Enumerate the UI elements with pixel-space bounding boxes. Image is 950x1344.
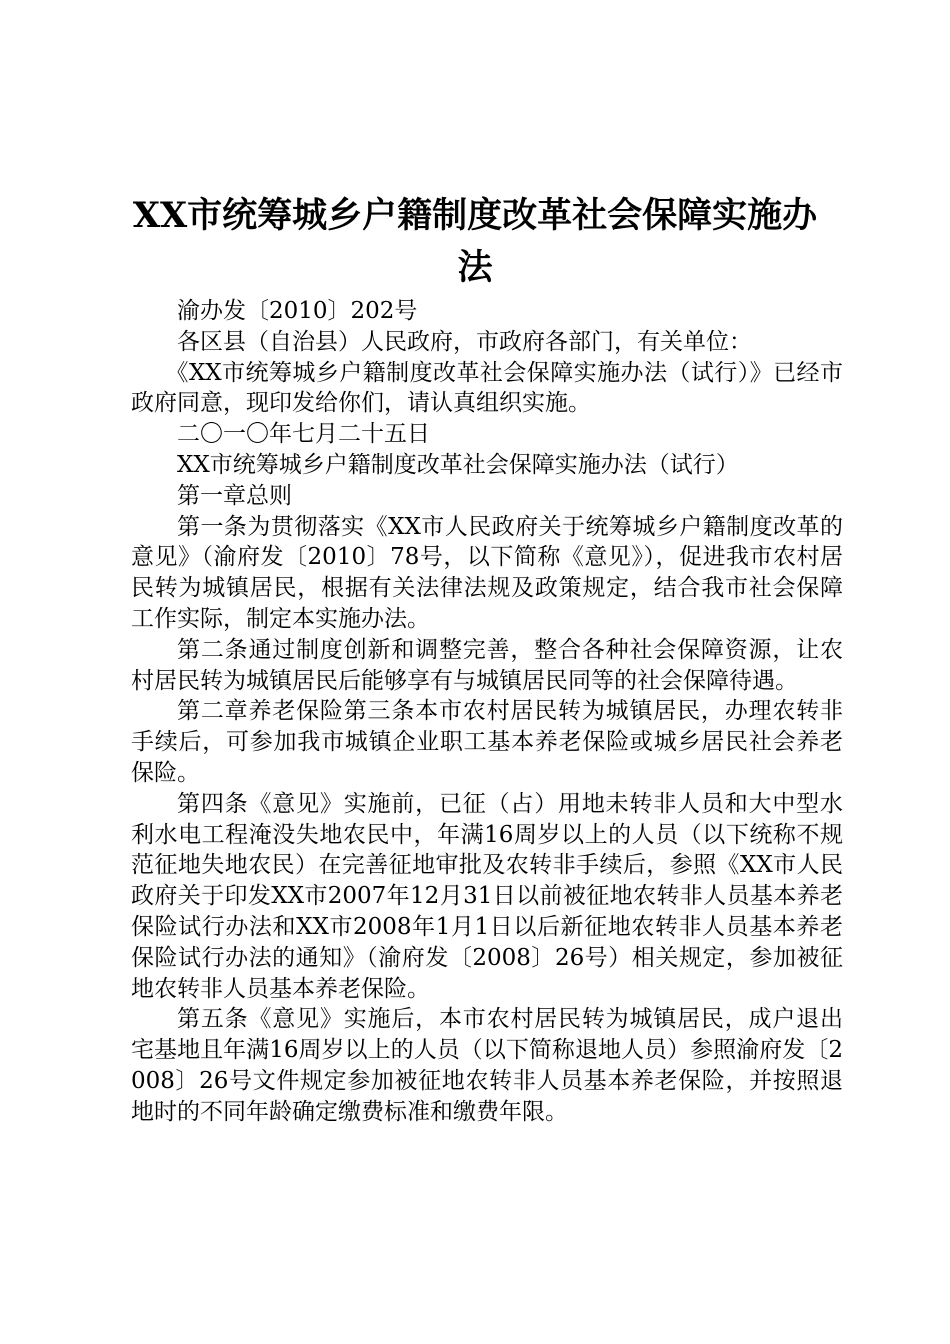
article-paragraph: 第一条为贯彻落实《XX市人民政府关于统筹城乡户籍制度改革的意见》（渝府发〔2010〕78号，以下简称《意见》），促进我市农村居民转为城镇居民，根据有关法律法规及政策规定，结合我市社会保障工作实际，制定本实施办法。 bbox=[131, 513, 843, 632]
chapter-heading: 第一章总则 bbox=[177, 482, 292, 509]
document-number: 渝办发〔2010〕202号 bbox=[177, 298, 418, 324]
article-paragraph: 第五条《意见》实施后，本市农村居民转为城镇居民，成户退出宅基地且年满16周岁以上的人员（以下简称退地人员）参照渝府发〔2008〕26号文件规定参加被征地农转非人员基本养老保险，并按照退地时的不同年龄确定缴费标准和缴费年限。 bbox=[131, 1006, 843, 1125]
article-paragraph: 第四条《意见》实施前，已征（占）用地未转非人员和大中型水利水电工程淹没失地农民中，年满16周岁以上的人员（以下统称不规范征地失地农民）在完善征地审批及农转非手续后，参照《XX市人民政府关于印发XX市2007年12月31日以前被征地农转非人员基本养老保险试行办法和XX市2008年1月1日以后新征地农转非人员基本养老保险试行办法的通知》（渝府发〔2008〕26号）相关规定，参加被征地农转非人员基本养老保险。 bbox=[131, 790, 843, 1002]
article-paragraph: 第二章养老保险第三条本市农村居民转为城镇居民，办理农转非手续后，可参加我市城镇企业职工基本养老保险或城乡居民社会养老保险。 bbox=[131, 698, 843, 786]
article-paragraph: 第二条通过制度创新和调整完善，整合各种社会保障资源，让农村居民转为城镇居民后能够享有与城镇居民同等的社会保障待遇。 bbox=[131, 636, 843, 694]
date-line: 二〇一〇年七月二十五日 bbox=[177, 421, 430, 448]
subtitle-line: XX市统筹城乡户籍制度改革社会保障实施办法（试行） bbox=[177, 451, 739, 478]
document-body bbox=[131, 296, 843, 1128]
notice-paragraph: 《XX市统筹城乡户籍制度改革社会保障实施办法（试行）》已经市政府同意，现印发给你们，请认真组织实施。 bbox=[131, 359, 843, 417]
document-title: XX市统筹城乡户籍制度改革社会保障实施办法 bbox=[132, 195, 818, 288]
recipients-line: 各区县（自治县）人民政府，市政府各部门，有关单位： bbox=[177, 328, 752, 355]
